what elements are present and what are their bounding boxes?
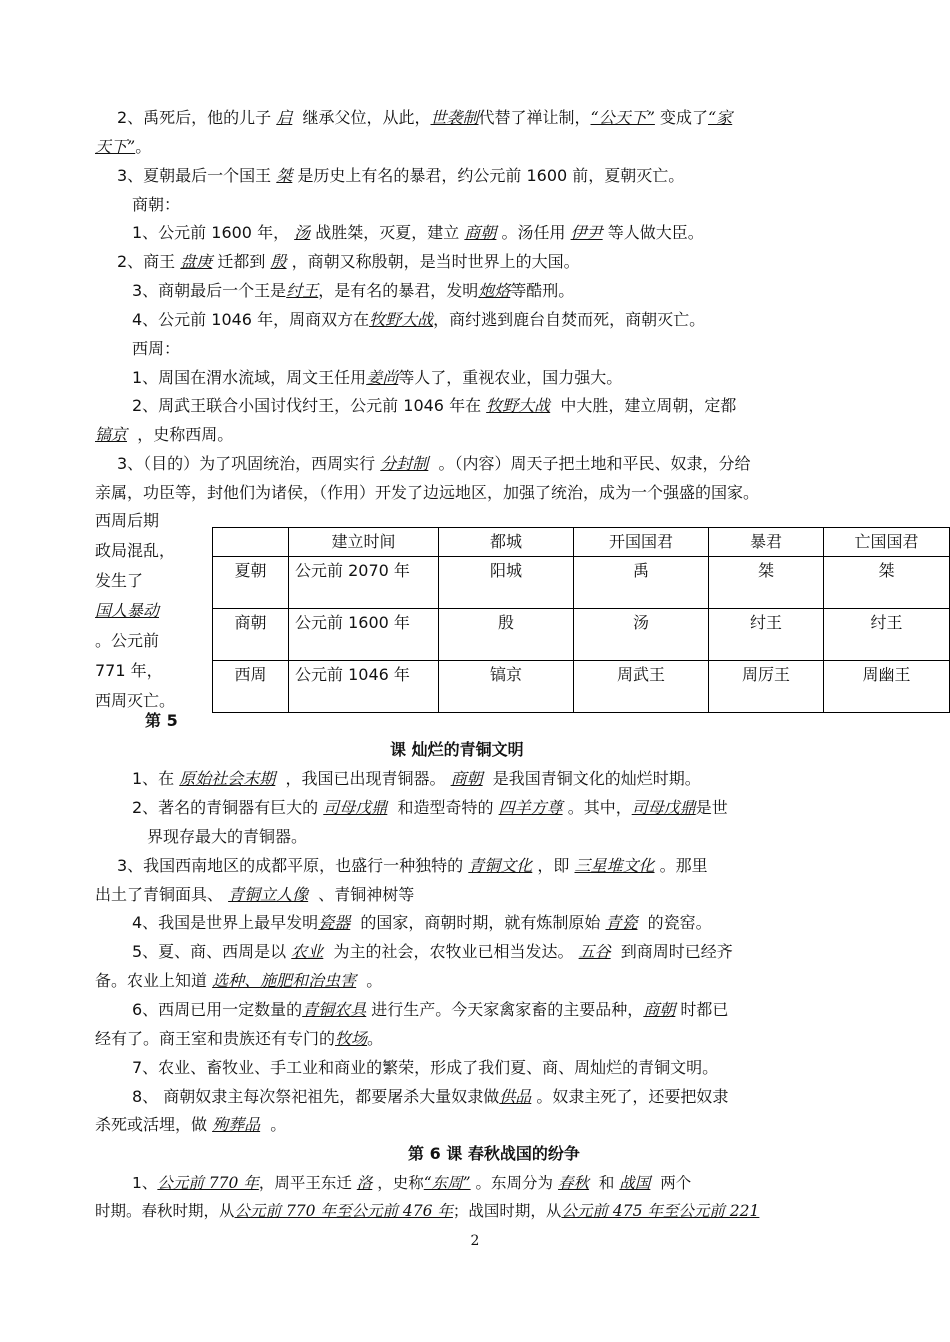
answer: 四羊方尊: [498, 798, 563, 817]
answer: 牧场: [335, 1029, 368, 1048]
table-cell: 周武王: [574, 661, 709, 713]
xizhou-line-2b: 镐京 ，史称西周。: [95, 425, 234, 444]
answer: 殷: [270, 252, 287, 271]
table-header: 暴君: [709, 528, 824, 557]
answer: 公元前 475 年至公元前 221: [561, 1202, 760, 1220]
table-cell: 公元前 1046 年: [289, 661, 439, 713]
answer: 洛: [356, 1174, 373, 1192]
table-header: 都城: [439, 528, 574, 557]
answer: 商朝: [464, 223, 497, 242]
answer: 镐京: [95, 425, 128, 444]
answer: 供品: [499, 1087, 532, 1106]
answer: “东周”: [423, 1174, 471, 1192]
lesson5-line-8: 8、 商朝奴隶主每次祭祀祖先，都要屠杀大量奴隶做供品 。奴隶主死了，还要把奴隶: [132, 1087, 729, 1106]
answer: 农业: [291, 942, 324, 961]
lesson6-line-1b: 时期。春秋时期，从公元前 770 年至公元前 476 年；战国时期，从公元前 475 年至公元前 221: [95, 1202, 760, 1220]
answer: 春秋: [558, 1174, 590, 1192]
table-cell: 纣王: [709, 609, 824, 661]
answer: “家: [708, 108, 733, 127]
xizhou-line-3b: 亲属，功臣等，封他们为诸侯，（作用）开发了边远地区，加强了统治，成为一个强盛的国家。: [95, 483, 760, 502]
answer: 公元前 770 年至公元前 476 年: [234, 1202, 453, 1220]
page-number: 2: [470, 1233, 480, 1249]
shang-title: 商朝：: [132, 195, 181, 214]
table-cell: 殷: [439, 609, 574, 661]
shang-line-3: 3、商朝最后一个王是纣王，是有名的暴君，发明炮烙等酷刑。: [132, 281, 575, 300]
answer: 伊尹: [570, 223, 603, 242]
table-cell: 桀: [709, 557, 824, 609]
answer: 司母戊鼎: [631, 798, 696, 817]
answer: 青铜立人像: [228, 885, 309, 904]
answer: 牧野大战: [369, 310, 434, 329]
xizhou-line-2: 2、周武王联合小国讨伐纣王，公元前 1046 年在 牧野大战 中大胜，建立周朝，定都: [132, 396, 737, 415]
lesson5-line-3: 3、我国西南地区的成都平原，也盛行一种独特的 青铜文化 ，即 三星堆文化 。那里: [117, 856, 708, 875]
answer: 炮烙: [478, 281, 511, 300]
xia-line-2: 2、禹死后，他的儿子 启 继承父位，从此，世袭制代替了禅让制，“公天下” 变成了“家: [117, 108, 733, 127]
table-cell: 汤: [574, 609, 709, 661]
table-cell: 镐京: [439, 661, 574, 713]
shang-line-2: 2、商王 盘庚 迁都到 殷 ，商朝又称殷朝，是当时世界上的大国。: [117, 252, 580, 271]
table-cell: 公元前 1600 年: [289, 609, 439, 661]
xizhou-sidebar: 西周后期 政局混乱， 发生了 国人暴动 。公元前 771 年， 西周灭亡。: [95, 506, 207, 716]
answer: 原始社会末期: [179, 769, 276, 788]
dynasty-table: [212, 527, 950, 713]
answer: 姜尚: [366, 368, 399, 387]
shang-line-1: 1、公元前 1600 年， 汤 战胜桀，灭夏，建立 商朝 。汤任用 伊尹 等人做大臣。: [132, 223, 704, 242]
answer: 三星堆文化: [574, 856, 655, 875]
table-cell: 周幽王: [824, 661, 950, 713]
answer: 商朝: [450, 769, 483, 788]
table-header: 亡国国君: [824, 528, 950, 557]
table-row: [213, 661, 950, 713]
lesson5-line-8b: 杀死或活埋，做 殉葬品 。: [95, 1115, 287, 1134]
shang-line-4: 4、公元前 1046 年，周商双方在牧野大战，商纣逃到鹿台自焚而死，商朝灭亡。: [132, 310, 706, 329]
lesson5-line-7: 7、农业、畜牧业、手工业和商业的繁荣，形成了我们夏、商、周灿烂的青铜文明。: [132, 1058, 719, 1077]
answer: 选种、施肥和治虫害: [212, 971, 357, 990]
answer: 公元前 770 年: [157, 1174, 259, 1192]
xia-line-3: 3、夏朝最后一个国王 桀 是历史上有名的暴君，约公元前 1600 前，夏朝灭亡。: [117, 166, 685, 185]
answer: 盘庚: [180, 252, 213, 271]
lesson5-line-4: 4、我国是世界上最早发明瓷器 的国家，商朝时期，就有炼制原始 青瓷 的瓷窑。: [132, 913, 712, 932]
xia-line-2b: 天下”。: [95, 137, 152, 156]
lesson6-line-1: 1、公元前 770 年，周平王东迁 洛 ，史称“东周” 。东周分为 春秋 和 战国 两个: [132, 1174, 692, 1192]
answer: 牧野大战: [486, 396, 551, 415]
table-cell: 周厉王: [709, 661, 824, 713]
answer: 纣王: [286, 281, 319, 300]
answer: 五谷: [578, 942, 611, 961]
xizhou-line-1: 1、周国在渭水流域，周文王任用姜尚等人了，重视农业，国力强大。: [132, 368, 623, 387]
table-row: [213, 609, 950, 661]
lesson6-heading: 第 6 课 春秋战国的纷争: [408, 1144, 580, 1163]
table-cell: 夏朝: [213, 557, 289, 609]
answer: 商朝: [643, 1000, 676, 1019]
lesson5-line-5: 5、夏、商、西周是以 农业 为主的社会，农牧业已相当发达。 五谷 到商周时已经齐: [132, 942, 733, 961]
lesson5-line-6b: 经有了。商王室和贵族还有专门的牧场。: [95, 1029, 384, 1048]
table-header: [213, 528, 289, 557]
table-cell: 西周: [213, 661, 289, 713]
lesson5-line-1: 1、在 原始社会末期 ，我国已出现青铜器。 商朝 是我国青铜文化的灿烂时期。: [132, 769, 701, 788]
answer: 天下”: [95, 137, 136, 156]
table-row: [213, 557, 950, 609]
answer: 分封制: [380, 454, 429, 473]
table-cell: 公元前 2070 年: [289, 557, 439, 609]
table-header-row: [213, 528, 950, 557]
table-header: 建立时间: [289, 528, 439, 557]
answer: 青铜文化: [468, 856, 533, 875]
lesson5-line-2b: 界现存最大的青铜器。: [147, 827, 308, 846]
lesson5-line-5b: 备。农业上知道 选种、施肥和治虫害 。: [95, 971, 383, 990]
answer: “公天下”: [590, 108, 655, 127]
answer: 瓷器: [318, 913, 351, 932]
lesson5-heading-part2: 课 灿烂的青铜文明: [390, 740, 524, 759]
lesson5-heading-part1: 第 5: [145, 711, 178, 730]
answer: 司母戊鼎: [323, 798, 388, 817]
answer: 青瓷: [605, 913, 638, 932]
table-header: 开国国君: [574, 528, 709, 557]
xizhou-line-3: 3、（目的）为了巩固统治，西周实行 分封制 。（内容）周天子把土地和平民、奴隶，分给: [117, 454, 751, 473]
table-cell: 阳城: [439, 557, 574, 609]
answer: 世袭制: [430, 108, 479, 127]
xizhou-title: 西周：: [132, 339, 181, 358]
table-cell: 商朝: [213, 609, 289, 661]
answer: 青铜农具: [302, 1000, 367, 1019]
answer: 汤: [294, 223, 311, 242]
table-cell: 桀: [824, 557, 950, 609]
answer: 殉葬品: [212, 1115, 261, 1134]
answer: 桀: [276, 166, 293, 185]
lesson5-line-2: 2、著名的青铜器有巨大的 司母戊鼎 和造型奇特的 四羊方尊 。其中，司母戊鼎是世: [132, 798, 728, 817]
answer: 启: [276, 108, 293, 127]
table-cell: 纣王: [824, 609, 950, 661]
answer: 国人暴动: [95, 601, 160, 620]
answer: 战国: [619, 1174, 651, 1192]
lesson5-line-3b: 出土了青铜面具、 青铜立人像 、青铜神树等: [95, 885, 415, 904]
table-cell: 禹: [574, 557, 709, 609]
lesson5-line-6: 6、西周已用一定数量的青铜农具 进行生产。今天家禽家畜的主要品种，商朝 时都已: [132, 1000, 729, 1019]
